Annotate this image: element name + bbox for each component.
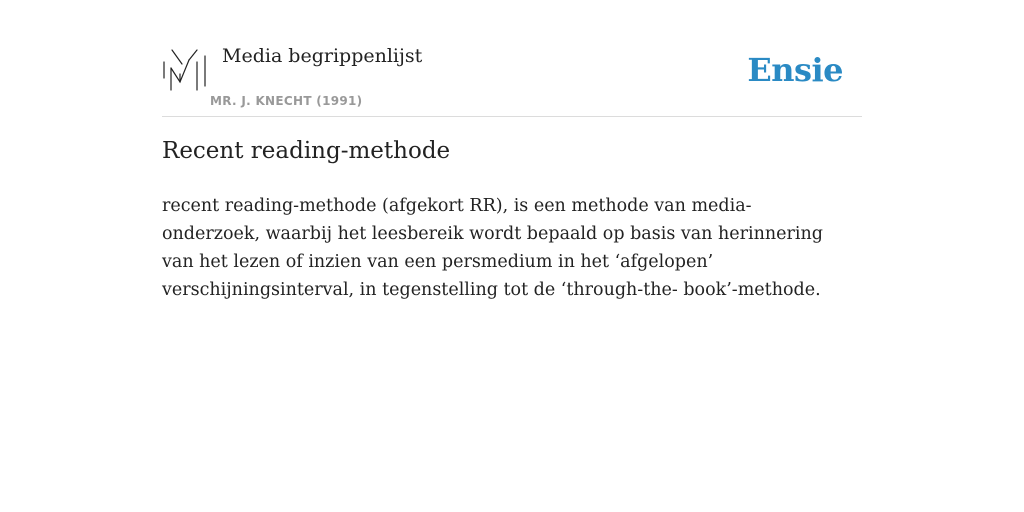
entry-body: recent reading-methode (afgekort RR), is een methode van media- onderzoek, waarbij het leesbereik wordt bepaald op basis van herinnering van het lezen of inzien van een persmedium in het ‘afgelopen’ verschijningsinterval, in tegenstelling tot de ‘through-the- book’-methode. xyxy=(162,196,823,300)
entry-title: Recent reading-methode xyxy=(162,138,451,164)
book-title[interactable]: Media begrippenlijst xyxy=(222,45,423,67)
book-author: MR. J. KNECHT (1991) xyxy=(210,94,363,108)
brand-logo-link[interactable]: Ensie xyxy=(747,51,843,89)
book-header xyxy=(162,0,862,117)
page-container xyxy=(162,0,862,300)
media-m-logo-icon[interactable] xyxy=(162,48,208,94)
